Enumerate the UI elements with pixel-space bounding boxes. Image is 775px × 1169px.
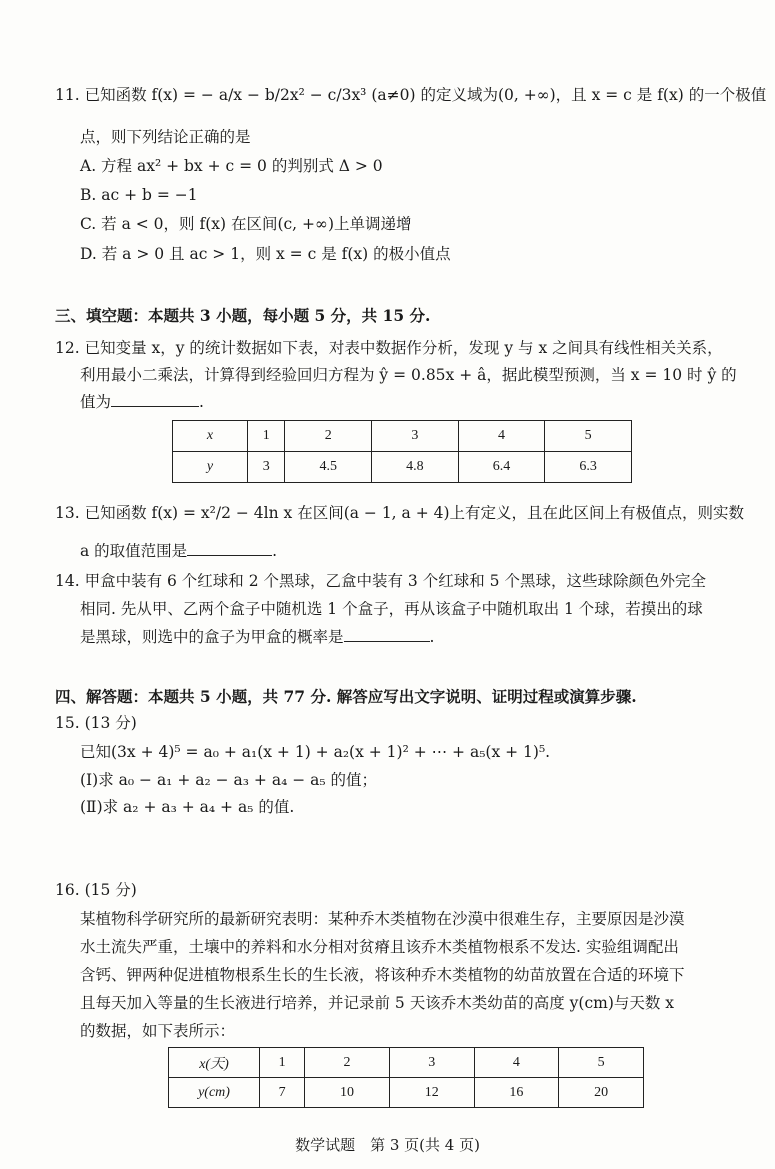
section-3-heading: 三、填空题：本题共 3 小题，每小题 5 分，共 15 分. <box>55 306 431 325</box>
table-row <box>173 452 632 483</box>
table-cell: 4.5 <box>285 452 372 483</box>
q14-line-3 <box>80 627 434 647</box>
q12-line-2: 利用最小二乘法，计算得到经验回归方程为 ŷ = 0.85x + â，据此模型预测，当 x = 10 时 ŷ 的 <box>80 366 737 384</box>
table-cell: 3 <box>372 421 459 452</box>
table-cell: 4.8 <box>372 452 459 483</box>
table-cell: y <box>173 452 248 483</box>
q12-answer-blank[interactable] <box>111 392 199 407</box>
q16-line-4: 且每天加入等量的生长液进行培养，并记录前 5 天该乔木类幼苗的高度 y(cm)与天数 x <box>80 994 675 1012</box>
q13-line-2 <box>80 541 277 561</box>
q11-option-d: D. 若 a > 0 且 ac > 1，则 x = c 是 f(x) 的极小值点 <box>80 245 451 263</box>
table-cell: x(天) <box>169 1048 260 1078</box>
table-cell: 7 <box>260 1078 305 1108</box>
q15-part-1: (Ⅰ)求 a₀ − a₁ + a₂ − a₃ + a₄ − a₅ 的值； <box>80 771 378 789</box>
table-cell: 10 <box>305 1078 390 1108</box>
q11-option-c: C. 若 a < 0，则 f(x) 在区间(c, +∞)上单调递增 <box>80 215 412 233</box>
table-row <box>169 1048 644 1078</box>
table-row <box>169 1078 644 1108</box>
q11-line-2: 点，则下列结论正确的是 <box>80 128 251 146</box>
q11-option-a: A. 方程 ax² + bx + c = 0 的判别式 Δ > 0 <box>80 157 383 175</box>
q12-line-3 <box>80 392 204 412</box>
q11-option-b: B. ac + b = −1 <box>80 186 198 204</box>
table-cell: 16 <box>474 1078 559 1108</box>
q14-answer-blank[interactable] <box>344 627 430 642</box>
q16-line-2: 水土流失严重，土壤中的养料和水分相对贫瘠且该乔木类植物根系不发达. 实验组调配出 <box>80 938 679 956</box>
q15-line-1: 已知(3x + 4)⁵ = a₀ + a₁(x + 1) + a₂(x + 1)² + ⋯ + a₅(x + 1)⁵. <box>80 743 551 761</box>
table-cell: 1 <box>260 1048 305 1078</box>
q12-line-3-prefix: 值为 <box>80 393 112 411</box>
section-4-heading: 四、解答题：本题共 5 小题，共 77 分. 解答应写出文字说明、证明过程或演算步骤. <box>55 687 637 706</box>
table-row <box>173 421 632 452</box>
q16-line-1: 某植物科学研究所的最新研究表明：某种乔木类植物在沙漠中很难生存，主要原因是沙漠 <box>80 910 685 928</box>
q14-line-1: 14. 甲盒中装有 6 个红球和 2 个黑球，乙盒中装有 3 个红球和 5 个黑球，这些球除颜色外完全 <box>55 572 706 590</box>
table-cell: x <box>173 421 248 452</box>
q16-line-5: 的数据，如下表所示： <box>80 1022 236 1040</box>
table-cell: 6.4 <box>458 452 545 483</box>
q13-line-2-suffix: . <box>272 542 278 560</box>
table-cell: 2 <box>285 421 372 452</box>
table-cell: 5 <box>545 421 632 452</box>
q12-line-1: 12. 已知变量 x，y 的统计数据如下表，对表中数据作分析，发现 y 与 x 之间具有线性相关关系， <box>55 339 723 357</box>
q15-heading: 15. (13 分) <box>55 714 137 732</box>
table-cell: 5 <box>559 1048 644 1078</box>
q11-line-1: 11. 已知函数 f(x) = − a/x − b/2x² − c/3x³ (a≠0) 的定义域为(0, +∞)，且 x = c 是 f(x) 的一个极值 <box>55 86 767 104</box>
page-footer: 数学试题 第 3 页(共 4 页) <box>295 1136 480 1154</box>
q15-part-2: (Ⅱ)求 a₂ + a₃ + a₄ + a₅ 的值. <box>80 798 295 816</box>
q14-line-3-prefix: 是黑球，则选中的盒子为甲盒的概率是 <box>80 628 344 646</box>
table-cell: 4 <box>458 421 545 452</box>
table-cell: 3 <box>248 452 285 483</box>
table-cell: y(cm) <box>169 1078 260 1108</box>
table-cell: 1 <box>248 421 285 452</box>
table-cell: 3 <box>389 1048 474 1078</box>
table-cell: 2 <box>305 1048 390 1078</box>
q12-line-3-suffix: . <box>199 393 204 411</box>
q12-data-table <box>172 420 632 483</box>
q14-line-3-suffix: . <box>429 628 435 646</box>
q13-line-1: 13. 已知函数 f(x) = x²/2 − 4ln x 在区间(a − 1, a + 4)上有定义，且在此区间上有极值点，则实数 <box>55 504 745 522</box>
table-cell: 20 <box>559 1078 644 1108</box>
q16-line-3: 含钙、钾两种促进植物根系生长的生长液，将该种乔木类植物的幼苗放置在合适的环境下 <box>80 966 685 984</box>
q14-line-2: 相同. 先从甲、乙两个盒子中随机选 1 个盒子，再从该盒子中随机取出 1 个球，若摸出的球 <box>80 600 703 618</box>
table-cell: 12 <box>389 1078 474 1108</box>
q16-heading: 16. (15 分) <box>55 881 137 899</box>
table-cell: 4 <box>474 1048 559 1078</box>
table-cell: 6.3 <box>545 452 632 483</box>
q13-answer-blank[interactable] <box>187 541 272 556</box>
q13-line-2-prefix: a 的取值范围是 <box>80 542 188 560</box>
q16-data-table <box>168 1047 644 1108</box>
